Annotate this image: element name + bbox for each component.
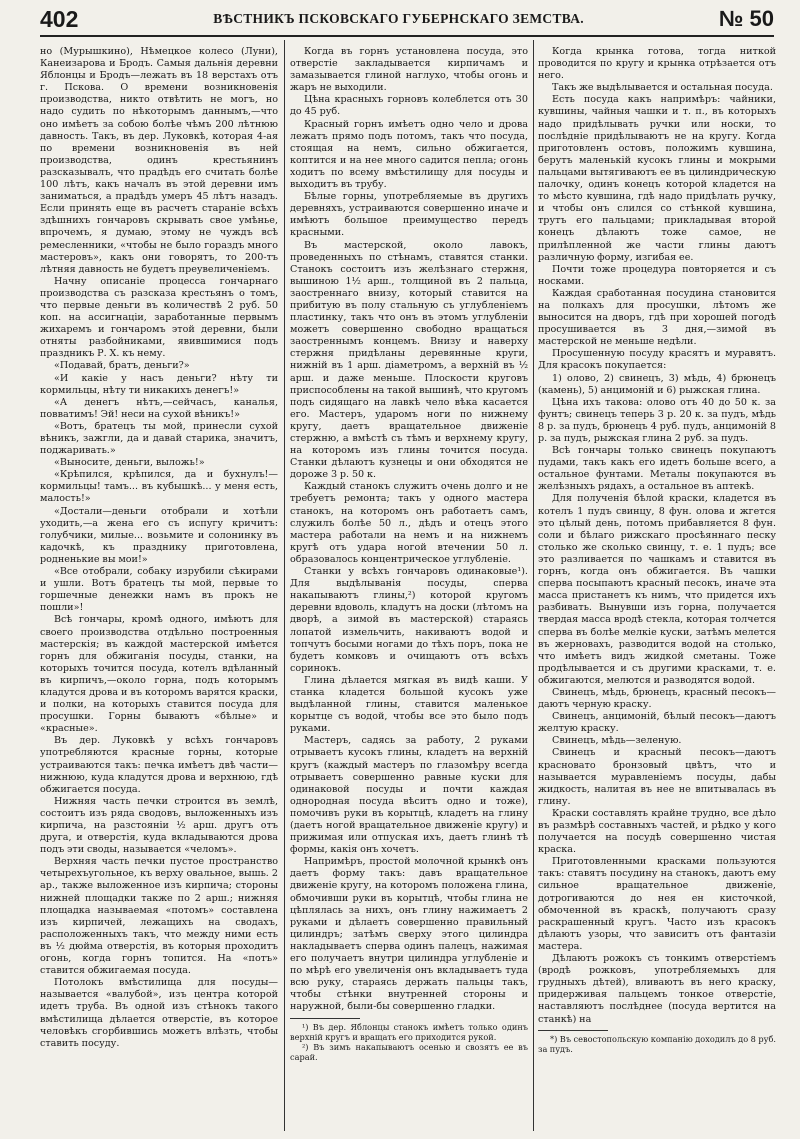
paragraph: 1) олово, 2) свинецъ, 3) мѣдь, 4) брюнецъ (камень), 5) анцимоній и 6) рыжская глина. <box>538 372 776 396</box>
page-header <box>40 4 774 34</box>
paragraph: но (Мурышкино), Нѣмецкое колесо (Луни), Канеизарова и Бродъ. Самыя дальнія деревни Яблонцы и Бродъ—лежать въ 18 верстахъ отъ г. Пскова. О времени возникновенія производства, никто отвѣтить не могъ, но надо судить по нѣкоторымъ даннымъ,—что оно имѣетъ за собою болѣе чѣмъ 200 лѣтнюю давность. Такъ, въ дер. Луковкѣ, которая 4-ая по времени возникновенія въ ней производства, одинъ крестьянинъ разсказывалъ, что прадѣдъ его считать болѣе 100 лѣтъ, какъ началъ въ этой деревни имъ заниматься, а прадѣдъ умеръ 45 лѣтъ назадъ. Если принять еще въ расчетъ стараніе всѣхъ здѣшнихъ гончаровъ скрывать свое умѣнье, впрочемъ, я думаю, этому не чуждъ всѣ ремесленники, «чтобы не было гораздъ много мастеровъ», какъ они говорятъ, то 200-тъ лѣтняя давность не будетъ преувеличеніемъ. <box>40 46 278 275</box>
paragraph: Свинецъ и красный песокъ—даютъ красновато бронзовый цвѣтъ, что и называется муравленіемъ посуды, дабы жидкость, налитая въ нее не впитывалась въ глину. <box>538 747 776 807</box>
paragraph: Глина дѣлается мягкая въ видѣ каши. У станка кладется большой кусокъ уже выдѣланной глины, ставится маленькое корытце съ водой, чтобы все это было подъ руками. <box>290 674 528 735</box>
paragraph: Свинецъ, мѣдь—зеленую. <box>552 735 682 747</box>
paragraph: Каждая сработанная посудина становится на полкахъ для просушки, лѣтомъ же выносится на дворъ, гдѣ при хорошей погодѣ просушивается въ 3 дня,—зимой въ мастерской не меньше недѣли. <box>538 287 776 348</box>
paragraph: Просушенную посуду красятъ и муравятъ. Для красокъ покупается: <box>538 348 776 372</box>
publication-title: ВѢСТНИКЪ ПСКОВСКАГО ГУБЕРНСКАГО ЗЕМСТВА. <box>213 11 584 26</box>
paragraph: Свинецъ, анцимоній, бѣлый песокъ—даютъ желтую краску. <box>538 711 776 735</box>
paragraph: Цѣна ихъ такова: олово отъ 40 до 50 к. за фунтъ; свинецъ теперь 3 р. 20 к. за пудъ, мѣдь 8 р. за пудъ, брюнецъ 4 руб. пудъ, анцимоній 8 р. за пудъ, рыжская глина 2 руб. за пудъ. <box>538 396 776 444</box>
paragraph: «А денегъ нѣтъ,—сейчасъ, каналья, повватимъ! Эй! неси на сухой вѣникъ!» <box>40 396 278 420</box>
paragraph: Красный горнъ имѣетъ одно чело и дрова лежатъ прямо подъ потомъ, такъ что посуда, стоящая на немъ, сильно обжигается, коптится и на нее много садится пепла; огонь ходитъ по всему вмѣстилищу для посуды и выходитъ въ трубу. <box>290 118 528 191</box>
paragraph: «И какіе у насъ деньги? нѣту ти кормильцы, нѣту ти никакихъ денегъ!» <box>40 372 278 396</box>
footnote: *) Въ севостопольскую компанію доходилъ до 8 руб. за пудъ. <box>538 1033 776 1054</box>
paragraph: Когда въ горнъ установлена посуда, это отверстіе закладывается кирпичамъ и замазывается глиной наглухо, чтобы огонь и жаръ не выходили. <box>290 46 528 94</box>
paragraph: Верхняя часть печки пустое пространство четырехъугольное, къ верху овальное, вышь. 2 ар., также выложенное изъ кирпича; стороны нижней площадки также по 2 арш.; нижняя площадка называемая «потомъ» составлена изъ кирпичей, лежащихъ на сводахъ, расположенныхъ такъ, что между ними есть въ ½ дюйма отверстія, въ которыя проходитъ огонь, когда горнъ топится. На «потъ» ставится обжигаемая посуда. <box>40 856 278 977</box>
column-1 <box>40 46 278 1131</box>
paragraph: Начну описаніе процесса гончарнаго производства съ разсказа крестьянъ о томъ, что первые деньги въ количествѣ 2 руб. 50 коп. на ассигнаціи, заработанные первымъ жихаремъ и гончаромъ этой деревни, были отняты разбойниками, явившимися подъ праздникъ Р. Х. къ нему. <box>40 275 278 360</box>
paragraph: Напримѣръ, простой молочной крынкѣ онъ даетъ форму такъ: давъ вращательное движеніе кругу, на которомъ положена глина, обмочивши руки въ корытцѣ, чтобы глина не цѣплялась за нихъ, онъ глину нажимаетъ 2 руками и дѣлаетъ совершенно правильный цилиндръ; затѣмъ сверху этого цилиндра накладываетъ сперва одинъ палецъ, нажимая его получаетъ внутри цилиндра углубленіе и по мѣрѣ его увеличенія онъ вкладываетъ туда всю руку, стараясь держать пальцы такъ, чтобы стѣнки внутренней стороны и наружной, были-бы совершенно гладки. <box>290 856 528 1013</box>
paragraph: Нижняя часть печки строится въ землѣ, состоитъ изъ ряда сводовъ, выложенныхъ изъ кирпича, на разстояніи ½ арш. другъ отъ друга, и отверстія, куда вкладываются дрова подъ эти своды, называется «челомъ». <box>40 795 278 856</box>
paragraph: Каждый станокъ служитъ очень долго и не требуетъ ремонта; такъ у одного мастера станокъ, на которомъ онъ работаетъ самъ, служилъ болѣе 50 л., дѣдъ и отецъ этого мастера работали на немъ и на нижнемъ кругѣ отъ удара ногой втечении 50 л. образовалось концентрическое углубленіе. <box>290 481 528 565</box>
paragraph: Всѣ гончары, кромѣ одного, имѣютъ для своего производства отдѣльно построенныя мастерскія; въ каждой мастерской имѣется горнъ для обжиганія посуды, станки, на которыхъ точится посуда, котелъ вдѣланный въ кирпичъ,—около горна, подъ которымъ кладутся дрова и въ которомъ варятся краски, и полки, на которыхъ ставится посуда для просушки. Горны бываютъ «бѣлые» и «красные». <box>40 614 278 735</box>
paragraph: Цѣна красныхъ горновъ колеблется отъ 30 до 45 руб. <box>290 94 528 118</box>
page-number: 402 <box>40 5 79 32</box>
paragraph: Для полученія бѣлой краски, кладется въ котелъ 1 пудъ свинцу, 8 фун. олова и жгется это цѣлый день, потомъ прибавляется 8 фун. соли и бѣлаго рижскаго просѣяннаго песку столько же сколько свинцу, т. е. 1 пудъ; все это разливается по чашкамъ и ставится въ горнъ, когда онъ обжигается. Въ чашки сперва посыпаютъ красный песокъ, иначе эта масса пристанетъ къ нимъ, что придется ихъ разбивать. Вынувши изъ горна, получается твердая масса вродѣ стекла, которая толчется сперва въ болѣе мелкіе куски, затѣмъ мелется въ жерновахъ, разводится водой на столько, что имѣетъ видъ жидкой сметаны. Тоже продѣлывается и съ другими красками, т. е. обжигаются, мелются и разводятся водой. <box>538 493 776 686</box>
column-divider <box>284 40 285 1131</box>
footnote: ¹) Въ дер. Яблонцы станокъ имѣетъ только одинъ верхній кругъ и вращать его приходится рукой. <box>290 1021 528 1042</box>
column-2 <box>290 46 528 1131</box>
paragraph: «Достали—деньги отобрали и хотѣли уходить,—а жена его съ испугу кричитъ: голубчики, милые... возьмите и солонинку въ кадочкѣ, къ празднику приготовлена, родненькие вы мои!» <box>40 505 278 565</box>
paragraph: Приготовленными красками пользуются такъ: ставятъ посудину на станокъ, даютъ ему сильное вращательное движеніе, дотрогиваются до нея ен кисточкой, обмоченной въ краскѣ, получаютъ сразу раскрашенный кругъ. Часто изъ красокъ дѣлаютъ узоры, что зависитъ отъ фантазіи мастера. <box>538 856 776 952</box>
paragraph: Всѣ гончары только свинецъ покупаютъ пудами, такъ какъ его идетъ больше всего, а остальное фунтами. Металы покупаются въ желѣзныхъ рядахъ, а остальное въ аптекѣ. <box>538 445 776 493</box>
issue-number: № 50 <box>718 6 774 31</box>
paragraph: «Выносите, деньги, выложь!» <box>54 457 205 469</box>
paragraph: Мастеръ, садясь за работу, 2 руками отрываетъ кусокъ глины, кладетъ на верхній кругъ (каждый мастеръ по глазомѣру всегда отрываетъ совершенно равные куски для одинаковой посуды и почти каждая однородная посуда вѣситъ одно и тоже), помочивъ руки въ корытцѣ, кладетъ на глину (даетъ ногой вращательное движеніе кругу) и прижимая или отпуская ихъ, даетъ глинѣ тѣ формы, какія онъ хочетъ. <box>290 735 528 856</box>
footnote-rule <box>290 1018 360 1019</box>
column-divider <box>533 40 534 1131</box>
header-rule <box>40 35 774 37</box>
paragraph: Когда крынка готова, тогда ниткой проводится по кругу и крынка отрѣзается отъ него. <box>538 46 776 82</box>
paragraph: Есть посуда какъ напримѣръ: чайники, кувшины, чайныя чашки и т. п., въ которыхъ надо придѣлывать ручки или носки, то послѣдніе придѣлываютъ не на кругу. Когда приготовленъ остовъ, положимъ кувшина, берутъ маленькій кусокъ глины и мокрыми пальцами вытягиваютъ ее въ цилиндрическую палочку, одинъ конецъ которой кладется на то мѣсто кувшина, гдѣ надо придѣлать ручку, и чтобы онъ слился со стѣнкой кувшина, трутъ его пальцами; прикладывая второй конецъ дѣлаютъ тоже самое, не прилѣпленной же части глины даютъ различную форму, изгибая ее. <box>538 94 776 263</box>
paragraph: Въ дер. Луковкѣ у всѣхъ гончаровъ употребляются красные горны, которые устраиваются такъ: печка имѣетъ двѣ части—нижнюю, куда кладутся дрова и верхнюю, гдѣ обжигается посуда. <box>40 735 278 795</box>
paragraph: Потолокъ вмѣстилища для посуды—называется «валубой», изъ центра которой идетъ труба. Въ одной изъ стѣнокъ такого вмѣстилища дѣлается отверстіе, въ которое человѣкъ сгорбившись можетъ влѣзть, чтобы ставить посуду. <box>40 977 278 1049</box>
footnote: ²) Въ зимъ накапываютъ осенью и свозятъ ее въ сарай. <box>290 1041 528 1062</box>
paragraph: Свинецъ, мѣдь, брюнецъ, красный песокъ—даютъ черную краску. <box>538 686 776 711</box>
paragraph: Краски составлять крайне трудно, все дѣло въ размѣрѣ составныхъ частей, и рѣдко у кого получается на посудѣ совершенно чистая краска. <box>538 807 776 856</box>
paragraph: Такъ же выдѣлывается и остальная посуда. <box>552 82 773 94</box>
paragraph: Дѣлаютъ рожокъ съ тонкимъ отверстіемъ (вродѣ рожковъ, употребляемыхъ для грудныхъ дѣтей), вливаютъ въ него краску, придерживая пальцемъ тонкое отверстіе, наставляютъ послѣднее (посуда вертится на станкѣ) на <box>538 953 776 1025</box>
column-3 <box>538 46 776 1131</box>
paragraph: Станки у всѣхъ гончаровъ одинаковые¹). Для выдѣлыванія посуды, сперва накапываютъ глины,²) которой кругомъ деревни вдоволь, кладутъ на доски (лѣтомъ на дворѣ, а зимой въ мастерской) стараясь лопатой измельчить, накиваютъ водой и топчутъ босыми ногами до тѣхъ поръ, пока не будетъ комковъ и очищаютъ отъ всѣхъ соринокъ. <box>290 566 528 674</box>
paragraph: Бѣлые горны, употребляемые въ другихъ деревняхъ, устраиваются совершенно иначе и имѣютъ большое преимущество передъ красными. <box>290 191 528 239</box>
footnote-rule <box>538 1030 608 1031</box>
paragraph: «Все отобрали, собаку изрубили сѣкирами и ушли. Вотъ братецъ ты мой, первые то горшечные денежки намъ въ прокъ не пошли»! <box>40 566 278 614</box>
paragraph: «Подавай, братъ, деньги?» <box>54 360 190 372</box>
paragraph: «Крѣпился, крѣпился, да и бухнулъ!—кормильцы! тамъ... въ кубышкѣ... у меня есть, малость!» <box>40 469 278 505</box>
paragraph: Почти тоже процедура повторяется и съ носками. <box>538 263 776 287</box>
paragraph: Въ мастерской, около лавокъ, проведенныхъ по стѣнамъ, ставятся станки. Станокъ состоитъ изъ желѣзнаго стержня, вышиною 1½ арш., толщиной въ 2 пальца, заостреннаго внизу, который ставится на прибитую въ полу стальную съ углубленіемъ пластинку, такъ что онъ въ этомъ углубленіи можетъ совершенно свободно вращаться заостреннымъ концемъ. Внизу и наверху стержня придѣланы деревянные круги, нижній въ 1 арш. діаметромъ, а верхній въ ½ арш. и даже меньше. Плоскости круговъ приспособлены на такой вышинѣ, что кругомъ подъ сидящаго на лавкѣ чело вѣка касается его. Мастеръ, ударомъ ноги по нижнему кругу, даетъ вращательное движеніе стержню, а вмѣстѣ съ тѣмъ и верхнему кругу, на которомъ изъ глины точится посуда. Станки дѣлаютъ кузнецы и они обходятся не дороже 3 р. 50 к. <box>290 239 528 481</box>
paragraph: «Вотъ, братецъ ты мой, принесли сухой вѣникъ, зажгли, да и давай старика, значитъ, поджаривать.» <box>40 420 278 457</box>
